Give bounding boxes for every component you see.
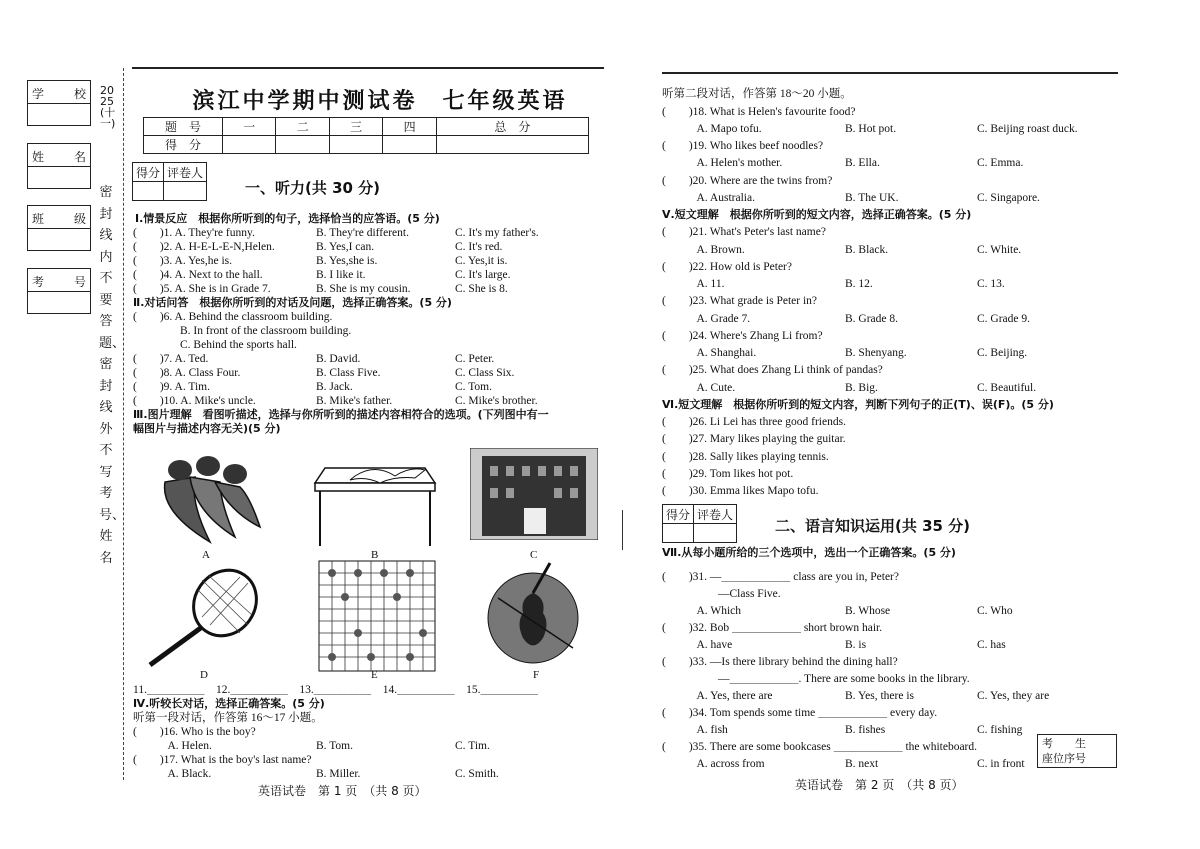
question-line: ( )30. Emma likes Mapo tofu. bbox=[662, 485, 819, 497]
exam-no-label-1: 考 bbox=[32, 275, 45, 289]
question-option-c: C. Peter. bbox=[455, 353, 495, 365]
question-option-a: A. fish bbox=[662, 724, 728, 736]
question-option-a: A. Black. bbox=[133, 768, 212, 780]
tennis-racket-image bbox=[140, 565, 265, 670]
question-option-b: B. Tom. bbox=[316, 740, 354, 752]
section-2-title: 二、语言知识运用(共 35 分) bbox=[775, 517, 971, 535]
question-line: C. Behind the sports hall. bbox=[180, 339, 297, 351]
year-vertical: 2025(十一) bbox=[100, 84, 116, 130]
question-option-a: A. Cute. bbox=[662, 382, 736, 394]
question-option-b: B. Hot pot. bbox=[845, 123, 897, 135]
question-line: 听第一段对话，作答第 16～17 小题。 bbox=[133, 712, 323, 724]
question-option-b: B. next bbox=[845, 758, 879, 770]
exam-no-label-2: 号 bbox=[73, 275, 86, 289]
question-option-a: A. Helen. bbox=[133, 740, 212, 752]
question-option-c: C. Smith. bbox=[455, 768, 499, 780]
picture-label-b: B bbox=[371, 549, 379, 561]
grader-person-label: 评卷人 bbox=[694, 505, 737, 524]
question-line: ( )35. There are some bookcases ＿＿＿＿＿＿ the whiteboard. bbox=[662, 741, 977, 753]
question-option-c: C. White. bbox=[977, 244, 1022, 256]
grader-table-1 bbox=[132, 162, 207, 201]
question-option-b: B. Mike's father. bbox=[316, 395, 393, 407]
question-option-a: A. Grade 7. bbox=[662, 313, 751, 325]
footer-right: 英语试卷 第 2 页 （共 8 页） bbox=[795, 778, 964, 792]
score-cell[interactable] bbox=[329, 136, 382, 154]
question-line: B. In front of the classroom building. bbox=[180, 325, 352, 337]
fold-mark bbox=[622, 510, 623, 550]
question-option-c: C. Tim. bbox=[455, 740, 490, 752]
section-instruction: 幅图片与描述内容无关)(5 分) bbox=[133, 422, 281, 435]
picture-f bbox=[478, 558, 588, 673]
score-header: 题 号 bbox=[144, 118, 223, 136]
picture-label-f: F bbox=[533, 669, 540, 681]
school-label-2: 校 bbox=[73, 87, 86, 101]
class-box[interactable] bbox=[27, 205, 91, 251]
question-option-a: A. Which bbox=[662, 605, 742, 617]
question-line: 听第二段对话，作答第 18～20 小题。 bbox=[662, 88, 852, 100]
picture-c bbox=[470, 448, 598, 545]
seat-number-box[interactable] bbox=[1037, 734, 1117, 768]
question-option-b: B. Black. bbox=[845, 244, 889, 256]
question-option-b: B. is bbox=[845, 639, 867, 651]
question-line: ( )28. Sally likes playing tennis. bbox=[662, 451, 829, 463]
question-option-c: C. Beautiful. bbox=[977, 382, 1037, 394]
question-option-b: B. Miller. bbox=[316, 768, 361, 780]
section-instruction: Ⅲ.图片理解 看图听描述，选择与你所听到的描述内容相符合的选项。(下列图中有一 bbox=[133, 408, 549, 421]
question-option-a: ( )1. A. They're funny. bbox=[133, 227, 255, 239]
question-option-a: ( )9. A. Tim. bbox=[133, 381, 211, 393]
question-option-b: B. Class Five. bbox=[316, 367, 381, 379]
question-option-b: B. Whose bbox=[845, 605, 891, 617]
question-option-b: B. Shenyang. bbox=[845, 347, 907, 359]
picture-b bbox=[310, 448, 440, 553]
score-table bbox=[143, 117, 589, 154]
desk-book-image bbox=[310, 448, 440, 548]
question-option-c: C. Class Six. bbox=[455, 367, 515, 379]
question-line: ( )6. A. Behind the classroom building. bbox=[133, 311, 333, 323]
score-cell[interactable] bbox=[223, 136, 276, 154]
question-option-c: C. 13. bbox=[977, 278, 1005, 290]
section-instruction: Ⅰ.情景反应 根据你所听到的句子，选择恰当的应答语。(5 分) bbox=[135, 212, 440, 225]
seal-line bbox=[123, 68, 124, 780]
question-option-a: A. Mapo tofu. bbox=[662, 123, 762, 135]
section-instruction: Ⅶ.从每小题所给的三个选项中，选出一个正确答案。(5 分) bbox=[662, 546, 956, 559]
name-label-2: 名 bbox=[73, 150, 86, 164]
picture-e bbox=[318, 560, 436, 677]
question-line: ( )21. What's Peter's last name? bbox=[662, 226, 826, 238]
question-option-c: C. It's large. bbox=[455, 269, 511, 281]
score-cell[interactable] bbox=[436, 136, 588, 154]
section-instruction: Ⅱ.对话问答 根据你所听到的对话及问题，选择正确答案。(5 分) bbox=[133, 296, 452, 309]
question-line: —Class Five. bbox=[718, 588, 781, 600]
question-option-a: A. Shanghai. bbox=[662, 347, 757, 359]
score-cell[interactable] bbox=[276, 136, 329, 154]
question-option-b: B. 12. bbox=[845, 278, 873, 290]
grader-score-label: 得分 bbox=[133, 163, 164, 182]
question-line: ( )19. Who likes beef noodles? bbox=[662, 140, 824, 152]
picture-a bbox=[150, 452, 265, 552]
name-box[interactable] bbox=[27, 143, 91, 189]
seat-label-1: 考 生 bbox=[1042, 737, 1086, 750]
question-option-a: ( )4. A. Next to the hall. bbox=[133, 269, 263, 281]
score-cell[interactable] bbox=[383, 136, 436, 154]
question-option-c: C. Beijing. bbox=[977, 347, 1028, 359]
section-instruction: Ⅳ.听较长对话，选择正确答案。(5 分) bbox=[133, 697, 325, 710]
picture-d bbox=[140, 565, 265, 675]
seat-label-2: 座位序号 bbox=[1042, 752, 1086, 765]
question-option-a: A. 11. bbox=[662, 278, 725, 290]
question-option-b: B. fishes bbox=[845, 724, 886, 736]
picture-label-d: D bbox=[200, 669, 208, 681]
question-option-c: C. It's red. bbox=[455, 241, 503, 253]
section-instruction: Ⅵ.短文理解 根据你所听到的短文内容，判断下列句子的正(T)、误(F)。(5 分) bbox=[662, 398, 1054, 411]
question-option-b: B. She is my cousin. bbox=[316, 283, 411, 295]
question-option-a: ( )10. A. Mike's uncle. bbox=[133, 395, 256, 407]
school-box[interactable] bbox=[27, 80, 91, 126]
question-line: ( )16. Who is the boy? bbox=[133, 726, 256, 738]
question-option-c: C. Yes,it is. bbox=[455, 255, 508, 267]
seal-line-text: 密封线内不要答题、密封线外不写考号、姓名 bbox=[99, 185, 126, 566]
question-option-a: A. have bbox=[662, 639, 733, 651]
question-line: ( )17. What is the boy's last name? bbox=[133, 754, 312, 766]
exam-no-box[interactable] bbox=[27, 268, 91, 314]
picture-label-c: C bbox=[530, 549, 538, 561]
exam-title: 滨江中学期中测试卷 七年级英语 bbox=[192, 88, 568, 114]
question-option-a: ( )5. A. She is in Grade 7. bbox=[133, 283, 271, 295]
grader-cell[interactable] bbox=[164, 182, 207, 201]
grader-score-label: 得分 bbox=[663, 505, 694, 524]
question-line: ( )24. Where's Zhang Li from? bbox=[662, 330, 823, 342]
question-option-c: C. has bbox=[977, 639, 1006, 651]
question-option-a: A. Yes, there are bbox=[662, 690, 773, 702]
school-label-1: 学 bbox=[32, 87, 45, 101]
question-option-b: B. David. bbox=[316, 353, 361, 365]
question-line: ( )20. Where are the twins from? bbox=[662, 175, 833, 187]
building-image bbox=[470, 448, 598, 540]
section-1-title: 一、听力(共 30 分) bbox=[245, 179, 381, 197]
score-col-3: 三 bbox=[329, 118, 382, 136]
question-option-c: C. Who bbox=[977, 605, 1013, 617]
class-label-2: 级 bbox=[73, 212, 86, 226]
name-label-1: 姓 bbox=[32, 150, 45, 164]
question-option-b: B. Ella. bbox=[845, 157, 880, 169]
question-option-a: ( )2. A. H-E-L-E-N,Helen. bbox=[133, 241, 275, 253]
question-option-a: ( )3. A. Yes,he is. bbox=[133, 255, 233, 267]
question-option-b: B. Big. bbox=[845, 382, 878, 394]
question-option-a: ( )7. A. Ted. bbox=[133, 353, 209, 365]
picture-label-a: A bbox=[202, 549, 210, 561]
question-line: ( )32. Bob ＿＿＿＿＿＿ short brown hair. bbox=[662, 622, 883, 634]
question-option-c: C. Grade 9. bbox=[977, 313, 1031, 325]
question-option-a: A. Brown. bbox=[662, 244, 745, 256]
question-option-a: A. Australia. bbox=[662, 192, 755, 204]
question-line: ( )25. What does Zhang Li think of pandas? bbox=[662, 364, 883, 376]
picture-label-e: E bbox=[371, 669, 378, 681]
question-line: —＿＿＿＿＿＿. There are some books in the library. bbox=[718, 673, 970, 685]
score-col-1: 一 bbox=[223, 118, 276, 136]
question-option-c: C. Emma. bbox=[977, 157, 1024, 169]
question-option-c: C. Singapore. bbox=[977, 192, 1040, 204]
question-line: ( )23. What grade is Peter in? bbox=[662, 295, 817, 307]
question-option-b: B. Grade 8. bbox=[845, 313, 899, 325]
question-option-b: B. I like it. bbox=[316, 269, 366, 281]
class-label-1: 班 bbox=[32, 212, 45, 226]
score-col-4: 四 bbox=[383, 118, 436, 136]
question-option-b: B. The UK. bbox=[845, 192, 899, 204]
question-option-c: C. fishing bbox=[977, 724, 1023, 736]
question-option-b: B. Yes, there is bbox=[845, 690, 915, 702]
footer-left: 英语试卷 第 1 页 （共 8 页） bbox=[258, 784, 427, 798]
question-option-a: ( )8. A. Class Four. bbox=[133, 367, 241, 379]
question-option-b: B. They're different. bbox=[316, 227, 409, 239]
grader-table-2 bbox=[662, 504, 737, 543]
question-option-c: C. Beijing roast duck. bbox=[977, 123, 1078, 135]
grader-cell[interactable] bbox=[133, 182, 164, 201]
question-line: ( )29. Tom likes hot pot. bbox=[662, 468, 794, 480]
question-option-c: C. Tom. bbox=[455, 381, 493, 393]
question-option-c: C. Yes, they are bbox=[977, 690, 1050, 702]
grader-cell[interactable] bbox=[694, 524, 737, 543]
carrots-image bbox=[150, 452, 265, 547]
question-option-c: C. She is 8. bbox=[455, 283, 508, 295]
grader-person-label: 评卷人 bbox=[164, 163, 207, 182]
question-line: ( )22. How old is Peter? bbox=[662, 261, 792, 273]
section-instruction: Ⅴ.短文理解 根据你所听到的短文内容，选择正确答案。(5 分) bbox=[662, 208, 972, 221]
grader-cell[interactable] bbox=[663, 524, 694, 543]
question-option-c: C. in front bbox=[977, 758, 1025, 770]
top-rule-left bbox=[132, 67, 604, 69]
question-option-b: B. Jack. bbox=[316, 381, 353, 393]
question-line: ( )33. —Is there library behind the dining hall? bbox=[662, 656, 898, 668]
chess-board-image bbox=[318, 560, 436, 672]
question-line: 11.＿＿＿＿＿ 12.＿＿＿＿＿ 13.＿＿＿＿＿ 14.＿＿＿＿＿ 15.＿＿＿＿＿ bbox=[133, 684, 538, 696]
violin-image bbox=[478, 558, 588, 668]
question-line: ( )34. Tom spends some time ＿＿＿＿＿＿ every day. bbox=[662, 707, 938, 719]
question-option-a: A. Helen's mother. bbox=[662, 157, 783, 169]
score-col-total: 总 分 bbox=[436, 118, 588, 136]
question-line: ( )18. What is Helen's favourite food? bbox=[662, 106, 856, 118]
question-option-c: C. Mike's brother. bbox=[455, 395, 538, 407]
question-line: ( )26. Li Lei has three good friends. bbox=[662, 416, 846, 428]
question-option-a: A. across from bbox=[662, 758, 765, 770]
score-row-label: 得 分 bbox=[144, 136, 223, 154]
question-option-c: C. It's my father's. bbox=[455, 227, 539, 239]
question-option-b: B. Yes,she is. bbox=[316, 255, 378, 267]
score-col-2: 二 bbox=[276, 118, 329, 136]
question-line: ( )27. Mary likes playing the guitar. bbox=[662, 433, 846, 445]
top-rule-right bbox=[662, 72, 1118, 74]
question-option-b: B. Yes,I can. bbox=[316, 241, 375, 253]
question-line: ( )31. —＿＿＿＿＿＿ class are you in, Peter? bbox=[662, 571, 899, 583]
